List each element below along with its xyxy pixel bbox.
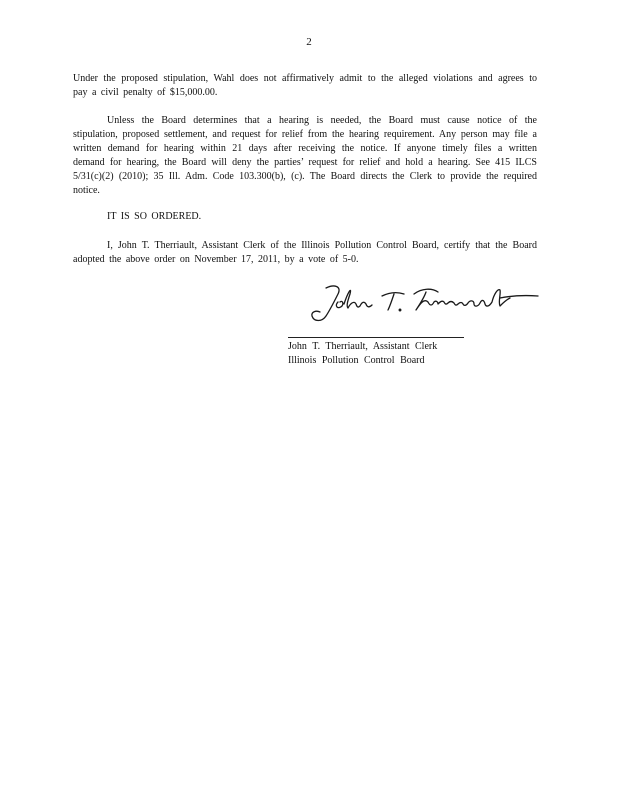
handwritten-signature [304, 280, 544, 328]
signer-name-title: John T. Therriault, Assistant Clerk [288, 341, 438, 352]
paragraph-stipulation: Under the proposed stipulation, Wahl does not affirmatively admit to the alleged violations and agrees to pay a civil penalty of $15,000.00. [73, 73, 537, 98]
page-number: 2 [306, 36, 312, 48]
paragraph-ordered: IT IS SO ORDERED. [107, 211, 202, 222]
paragraph-notice: Unless the Board determines that a hearing is needed, the Board must cause notice of the stipulation, proposed settlement, and request for relief from the hearing requirement. Any person may file a written demand for hearing within 21 days after receiving the notice. If anyone timely files a written demand for hearing, the Board will deny the parties’ request for relief and hold a hearing. See 415 ILCS 5/31(c)(2) (2010); 35 Ill. Adm. Code 103.300(b), (c). The Board directs the Clerk to provide the required notice. [73, 115, 537, 196]
signer-organization: Illinois Pollution Control Board [288, 355, 425, 366]
signature-block [288, 340, 437, 368]
paragraph-certification: I, John T. Therriault, Assistant Clerk of the Illinois Pollution Control Board, certify that the Board adopted the above order on November 17, 2011, by a vote of 5-0. [73, 240, 537, 265]
signature-line [288, 337, 464, 338]
